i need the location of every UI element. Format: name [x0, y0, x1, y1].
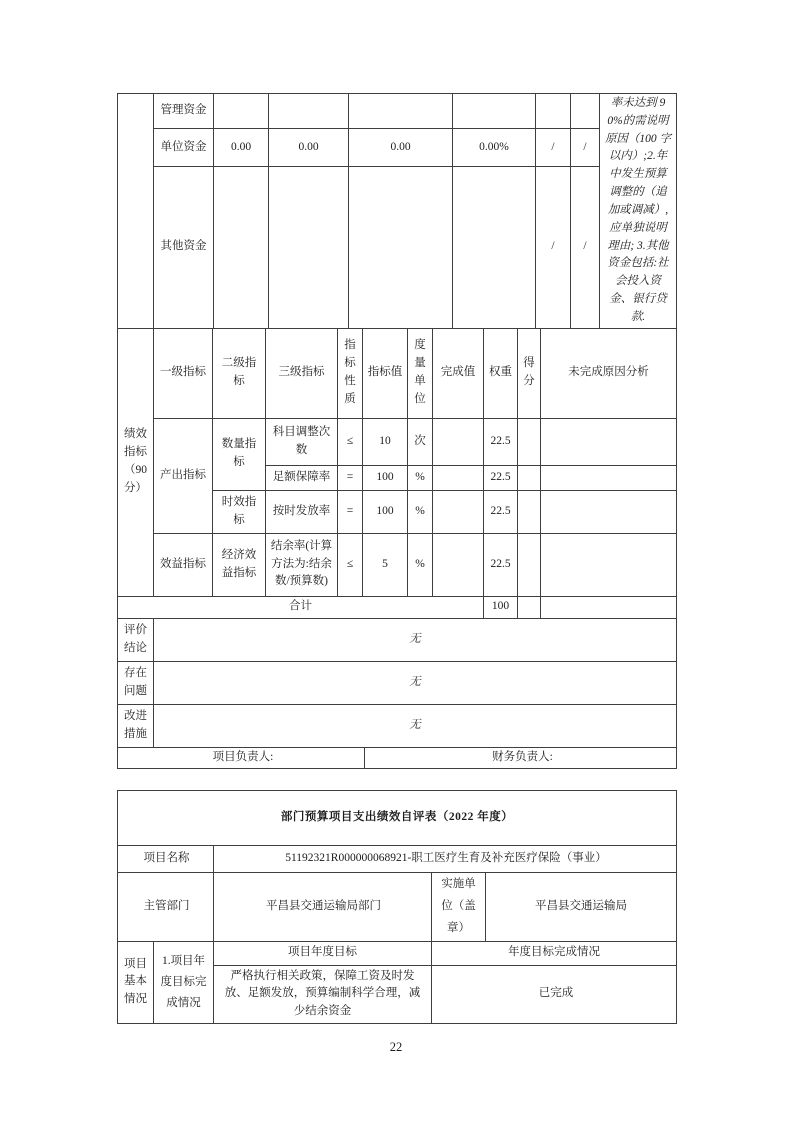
header-nature: 指标性质 [338, 328, 363, 418]
funding-value-cell: 0.00 [269, 129, 349, 166]
implementing-unit-value: 平昌县交通运输局 [486, 873, 677, 942]
done-cell [433, 490, 484, 533]
goal-header-row [118, 941, 677, 965]
summary-value: 无 [154, 618, 677, 661]
total-weight: 100 [484, 596, 518, 618]
funding-row [118, 129, 677, 166]
total-reason [541, 596, 677, 618]
unit-cell: % [408, 490, 433, 533]
header-score: 得分 [518, 328, 541, 418]
nature-cell: = [338, 490, 363, 533]
level1-cell: 效益指标 [154, 533, 213, 596]
reason-cell [541, 533, 677, 596]
target-cell: 100 [363, 465, 408, 490]
done-cell [433, 533, 484, 596]
funding-value-cell [349, 166, 453, 328]
reason-cell [541, 465, 677, 490]
total-label: 合计 [118, 596, 484, 618]
funding-value-cell: 0.00 [214, 129, 269, 166]
done-cell [433, 465, 484, 490]
funding-slash-cell: / [536, 129, 571, 166]
target-cell: 5 [363, 533, 408, 596]
unit-cell: % [408, 465, 433, 490]
summary-row [118, 661, 677, 704]
weight-cell: 22.5 [484, 418, 518, 465]
project-name-row [118, 846, 677, 873]
funding-value-cell [453, 94, 536, 129]
indicator-row [118, 533, 677, 596]
funding-value-cell [453, 166, 536, 328]
header-reason: 未完成原因分析 [541, 328, 677, 418]
annual-goal-text: 严格执行相关政策，保障工资及时发放、足额发放，预算编制科学合理，减少结余资金 [214, 965, 432, 1023]
funding-row [118, 94, 677, 129]
header-target: 指标值 [363, 328, 408, 418]
project-name-value: 51192321R000000068921-职工医疗生育及补充医疗保险（事业） [214, 846, 677, 873]
indicator-header-row [118, 328, 677, 418]
nature-cell: = [338, 465, 363, 490]
header-unit: 度量单位 [408, 328, 433, 418]
table-title: 部门预算项目支出绩效自评表（2022 年度） [118, 791, 677, 846]
indicator-row [118, 418, 677, 465]
funding-section [117, 93, 677, 329]
funding-value-cell [214, 166, 269, 328]
funding-row [118, 166, 677, 328]
summary-row [118, 704, 677, 747]
funding-value-cell [349, 94, 453, 129]
header-done: 完成值 [433, 328, 484, 418]
funding-slash-cell [571, 94, 600, 129]
summary-label: 改进措施 [118, 704, 154, 747]
project-name-label: 项目名称 [118, 846, 214, 873]
goal-item-label: 1.项目年度目标完成情况 [154, 941, 214, 1023]
summary-value: 无 [154, 661, 677, 704]
summary-row [118, 618, 677, 661]
self-evaluation-table-2022 [117, 790, 677, 1024]
nature-cell: ≤ [338, 418, 363, 465]
total-score [518, 596, 541, 618]
funding-slash-cell: / [536, 166, 571, 328]
summary-value: 无 [154, 704, 677, 747]
funding-slash-cell: / [571, 166, 600, 328]
signature-row [118, 747, 677, 768]
funding-value-cell [269, 94, 349, 129]
header-level1: 一级指标 [154, 328, 213, 418]
evaluation-table [117, 790, 677, 1024]
unit-cell: 次 [408, 418, 433, 465]
funding-value-cell [269, 166, 349, 328]
summary-label: 存在问题 [118, 661, 154, 704]
project-manager-label: 项目负责人: [118, 747, 365, 768]
funding-slash-cell: / [571, 129, 600, 166]
funding-value-cell: 0.00% [453, 129, 536, 166]
funding-row-label: 单位资金 [154, 129, 214, 166]
performance-indicator-section [117, 328, 677, 619]
level3-cell: 结余率(计算方法为:结余数/预算数) [266, 533, 338, 596]
score-cell [518, 418, 541, 465]
department-label: 主管部门 [118, 873, 214, 942]
unit-cell: % [408, 533, 433, 596]
nature-cell: ≤ [338, 533, 363, 596]
score-cell [518, 533, 541, 596]
level3-cell: 按时发放率 [266, 490, 338, 533]
weight-cell: 22.5 [484, 533, 518, 596]
indicator-group-label: 绩效指标（90分） [118, 328, 154, 596]
reason-cell [541, 418, 677, 465]
score-cell [518, 490, 541, 533]
funding-row-label: 管理资金 [154, 94, 214, 129]
level1-cell: 产出指标 [154, 418, 213, 533]
target-cell: 10 [363, 418, 408, 465]
target-cell: 100 [363, 490, 408, 533]
completion-header: 年度目标完成情况 [432, 941, 677, 965]
reason-cell [541, 490, 677, 533]
score-cell [518, 465, 541, 490]
basic-info-label: 项目基本情况 [118, 941, 154, 1023]
finance-manager-label: 财务负责人: [365, 747, 677, 768]
completion-text: 已完成 [432, 965, 677, 1023]
level2-cell: 经济效益指标 [213, 533, 266, 596]
annual-goal-header: 项目年度目标 [214, 941, 432, 965]
total-row [118, 596, 677, 618]
title-row [118, 791, 677, 846]
level3-cell: 科目调整次数 [266, 418, 338, 465]
level3-cell: 足额保障率 [266, 465, 338, 490]
done-cell [433, 418, 484, 465]
department-value: 平昌县交通运输局部门 [214, 873, 432, 942]
funding-slash-cell [536, 94, 571, 129]
weight-cell: 22.5 [484, 490, 518, 533]
self-evaluation-table-continued [117, 93, 677, 769]
funding-group-cell [118, 94, 154, 329]
page-number: 22 [389, 1040, 403, 1054]
header-level3: 三级指标 [266, 328, 338, 418]
funding-note: 率未达到 90%的需说明原因（100 字以内）;2.年中发生预算调整的（追加或调减）,应单独说明理由; 3.其他资金包括:社会投入资金、银行贷款. [600, 94, 677, 329]
funding-value-cell [214, 94, 269, 129]
level2-cell: 数量指标 [213, 418, 266, 490]
signature-section [117, 747, 677, 769]
weight-cell: 22.5 [484, 465, 518, 490]
department-row [118, 873, 677, 942]
level2-cell: 时效指标 [213, 490, 266, 533]
implementing-unit-label: 实施单位（盖章） [432, 873, 486, 942]
funding-row-label: 其他资金 [154, 166, 214, 328]
summary-section [117, 618, 677, 748]
funding-value-cell: 0.00 [349, 129, 453, 166]
summary-label: 评价结论 [118, 618, 154, 661]
header-level2: 二级指标 [213, 328, 266, 418]
header-weight: 权重 [484, 328, 518, 418]
